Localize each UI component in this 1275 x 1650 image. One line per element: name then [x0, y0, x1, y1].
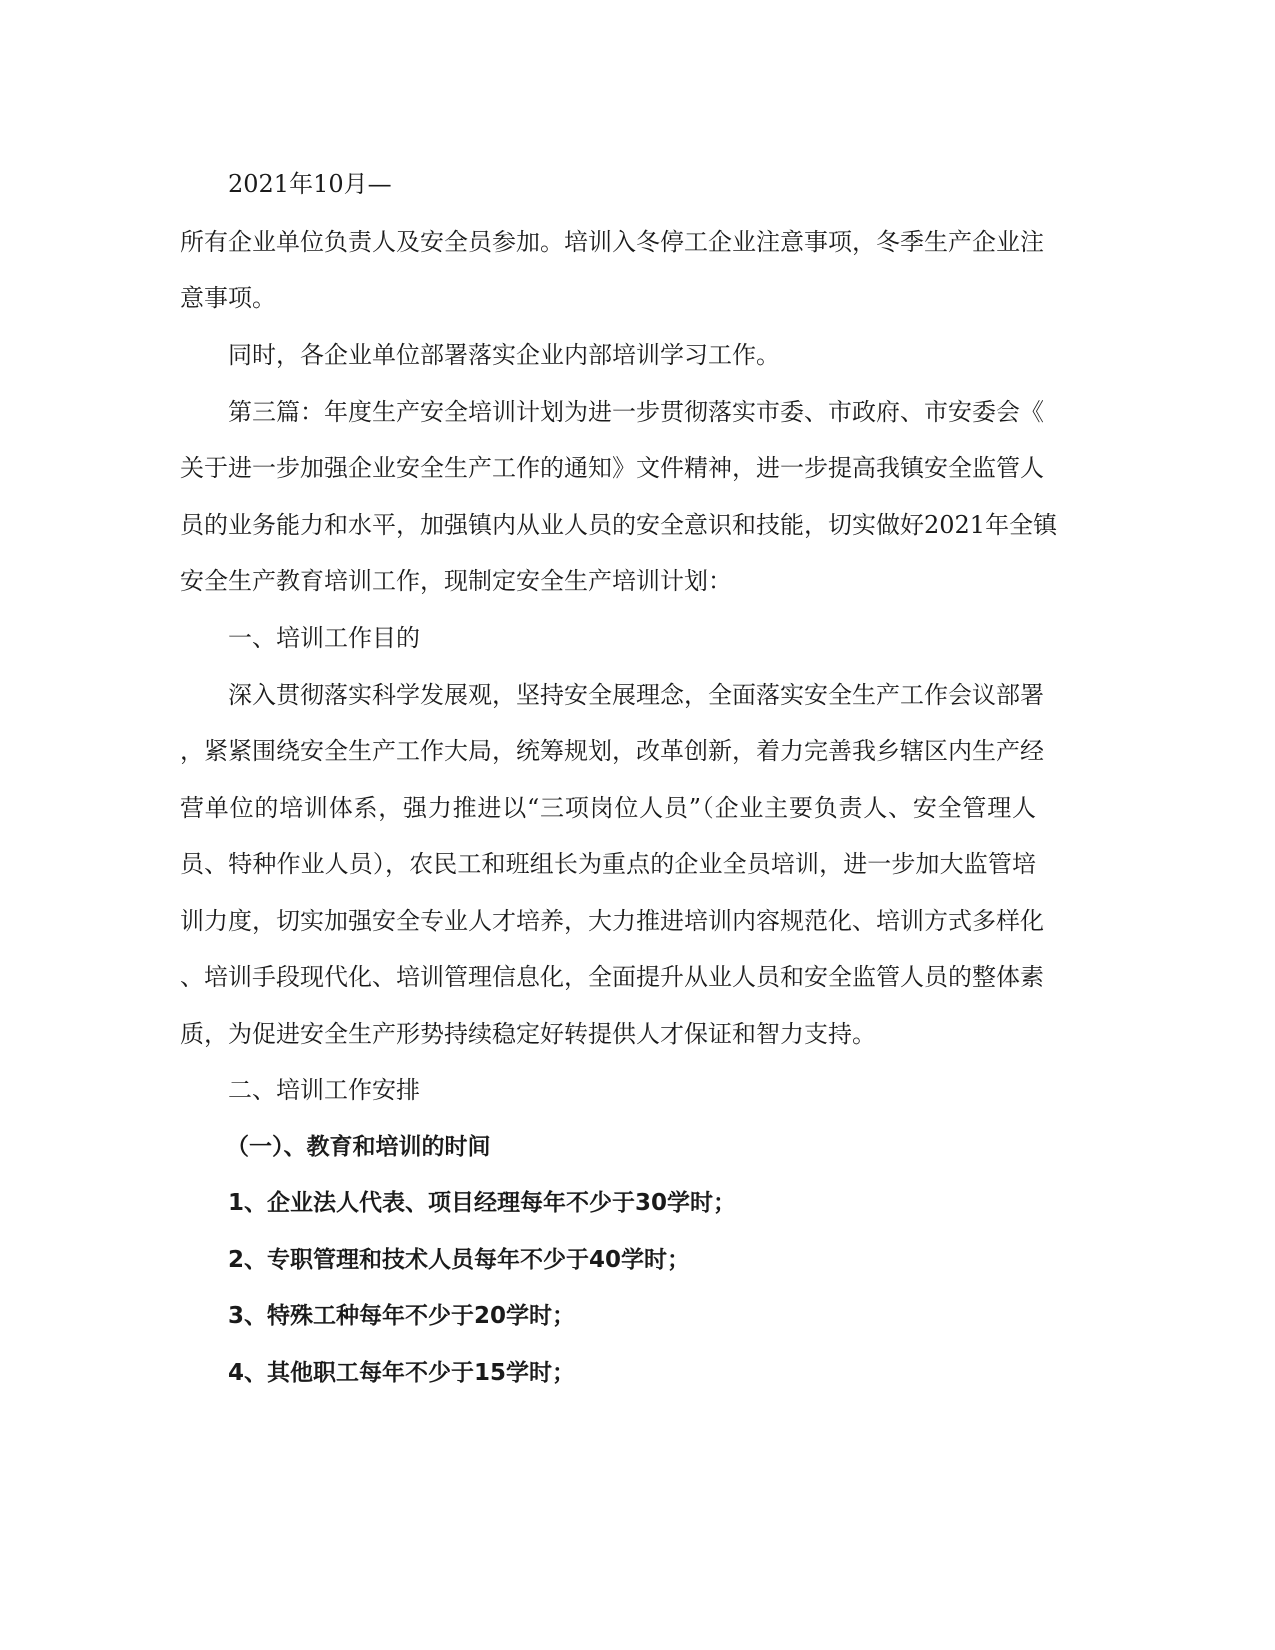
paragraph-line: 质，为促进安全生产形势持续稳定好转提供人才保证和智力支持。 — [180, 1020, 876, 1048]
section-heading: 二、培训工作安排 — [228, 1076, 420, 1104]
list-item: 1、企业法人代表、项目经理每年不少于30学时； — [228, 1190, 737, 1216]
paragraph-line: 所有企业单位负责人及安全员参加。培训入冬停工企业注意事项，冬季生产企业注 — [180, 228, 1044, 256]
list-item: 3、特殊工种每年不少于20学时； — [228, 1303, 576, 1329]
paragraph-line: 训力度，切实加强安全专业人才培养，大力推进培训内容规范化、培训方式多样化 — [180, 907, 1044, 935]
paragraph-line: 同时，各企业单位部署落实企业内部培训学习工作。 — [228, 341, 780, 369]
subsection-heading: （一）、教育和培训的时间 — [226, 1134, 491, 1160]
paragraph-line: 员、特种作业人员），农民工和班组长为重点的企业全员培训，进一步加大监管培 — [180, 850, 1036, 878]
list-item: 4、其他职工每年不少于15学时； — [228, 1360, 576, 1386]
paragraph-line: 安全生产教育培训工作，现制定安全生产培训计划： — [180, 567, 732, 595]
paragraph-line: 营单位的培训体系，强力推进以“三项岗位人员”（企业主要负责人、安全管理人 — [180, 794, 1036, 822]
section-heading: 一、培训工作目的 — [228, 624, 420, 652]
paragraph-line: 、培训手段现代化、培训管理信息化，全面提升从业人员和安全监管人员的整体素 — [180, 963, 1044, 991]
paragraph-line: 第三篇：年度生产安全培训计划为进一步贯彻落实市委、市政府、市安委会《 — [228, 398, 1044, 426]
paragraph-line: 意事项。 — [180, 284, 276, 312]
paragraph-line: ，紧紧围绕安全生产工作大局，统筹规划，改革创新，着力完善我乡辖区内生产经 — [180, 737, 1044, 765]
paragraph-line: 深入贯彻落实科学发展观，坚持安全展理念，全面落实安全生产工作会议部署 — [228, 681, 1044, 709]
paragraph-line: 关于进一步加强企业安全生产工作的通知》文件精神，进一步提高我镇安全监管人 — [180, 454, 1044, 482]
list-item: 2、专职管理和技术人员每年不少于40学时； — [228, 1247, 691, 1273]
date-line: 2021年10月— — [228, 170, 392, 198]
paragraph-line: 员的业务能力和水平，加强镇内从业人员的安全意识和技能，切实做好2021年全镇 — [180, 511, 1058, 539]
